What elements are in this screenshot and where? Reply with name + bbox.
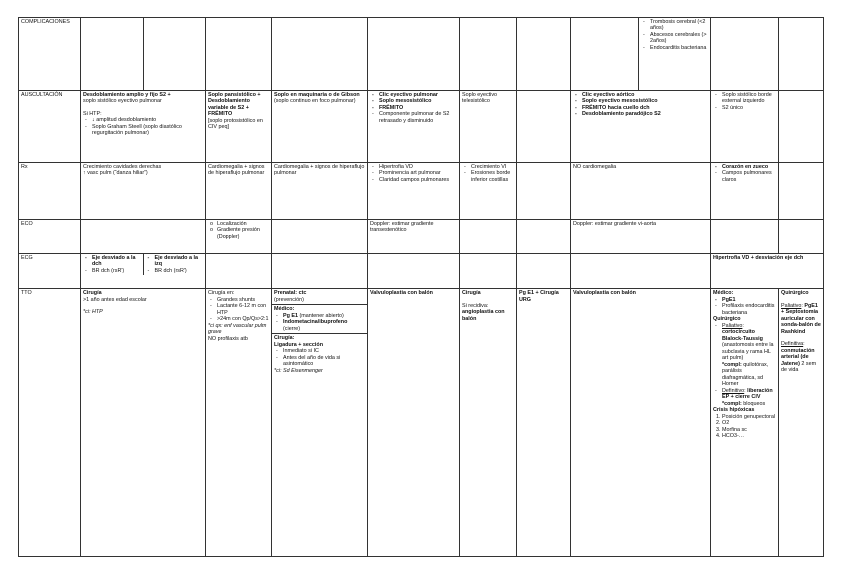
list-item: - >24m con Qp/Qs>2:1	[217, 316, 269, 322]
list-item: 3. Morfina sc	[722, 427, 776, 433]
tto-ductus: Prenatal: ctc (prevención) Médico: - Pg E1 (mantener abierto) - Indometacina/ibuprofeno (cierre) Cirugía: Ligadura + sección - Inmediato si IC - Antes del año de vida si asintomático *ci: Sd Eisenmenger	[272, 289, 368, 557]
eco-civ	[206, 220, 272, 254]
list-item: - Soplo Graham Steell (soplo diastólico regurgitación pulmonar)	[92, 124, 203, 137]
list-item: - Soplo sistólico borde esternal izquierdo	[722, 92, 776, 105]
list-item: - Clic eyectivo aórtico	[582, 92, 708, 98]
list-item: - PgE1	[722, 297, 776, 303]
rx-estenosis-pulmonar	[368, 163, 460, 220]
cardiopathy-table	[18, 17, 824, 557]
list-item: - Paliativo: cortocircuito Blalock-Taussig (anastomosis entre la subclavia y rama HL art pulm) *compl: quilotórax, parálisis diafragmática, sd Horner	[722, 323, 776, 388]
tto-civ: Cirugía en: - Grandes shunts - Lactante 6-12 m con HTP - >24m con Qp/Qs>2:1 *ci qx: enf vascular pulm grave NO profilaxis atb	[206, 289, 272, 557]
list-item: - Inmediato si IC	[283, 348, 365, 354]
list-item: - Abscesos cerebrales (> 2años)	[650, 32, 708, 45]
list-item: - BR dch (rsR')	[155, 268, 204, 274]
ecg-cia	[81, 254, 206, 289]
eco-estenosis-pulmonar: Doppler: estimar gradiente transestenótico	[368, 220, 460, 254]
row-label: Rx	[19, 163, 81, 220]
row-label: COMPLICACIONES	[19, 18, 81, 91]
auscultacion-coartacion: Soplo eyectivo telesistólico	[460, 91, 517, 163]
auscultacion-estenosis-aortica	[571, 91, 711, 163]
list-item: - Claridad campos pulmonares	[379, 177, 457, 183]
list-item: - BR dch (rsR')	[92, 268, 141, 274]
list-item: - ↓ amplitud desdoblamiento	[92, 117, 203, 123]
eco-estenosis-aortica: Doppler: estimar gradiente vi-aorta	[571, 220, 711, 254]
tto-cia: Cirugía >1 año antes edad escolar *ci: HTP	[81, 289, 206, 557]
tto-transposicion: Quirúrgico Paliativo: PgE1 + Septostomía auricular con sonda-balón de Rashkind Definitiva: conmutación arterial (de Jatene) 2 sem de vida	[779, 289, 824, 557]
list-item: - Profilaxis endocarditis bacteriana	[722, 303, 776, 316]
list-item: - Antes del año de vida si asintomático	[283, 355, 365, 368]
list-item: - Definitivo: liberación EP + cierre CIV *compl: bloqueos	[722, 388, 776, 407]
list-item: - S2 único	[722, 105, 776, 111]
row-auscultacion	[19, 91, 824, 163]
list-item: - Eje desviado a la dch	[92, 255, 141, 268]
rx-ductus: Cardiomegalia + signos de hiperaflujo pulmonar	[272, 163, 368, 220]
auscultacion-cia: Desdoblamiento amplio y fijo S2 + soplo sistólico eyectivo pulmonar Si HTP: - ↓ amplitud desdoblamiento - Soplo Graham Steell (soplo diastólico regurgitación pulmonar)	[81, 91, 206, 163]
list-item: - Grandes shunts	[217, 297, 269, 303]
rx-estenosis-aortica: NO cardiomegalia	[571, 163, 711, 220]
complicaciones-tetralogia	[639, 18, 711, 91]
tto-estenosis-pulmonar: Valvuloplastia con balón	[368, 289, 460, 557]
tto-estenosis-aortica: Valvuloplastia con balón	[571, 289, 711, 557]
list-item: - Desdoblamiento paradójico S2	[582, 111, 708, 117]
row-label: ECO	[19, 220, 81, 254]
list-item: o Localización	[217, 221, 269, 227]
list-item: 4. HCO3-…	[722, 433, 776, 439]
list-item: - Soplo mesosistólico	[379, 98, 457, 104]
tto-interrupcion: Pg E1 + Cirugía URG	[517, 289, 571, 557]
list-item: - Indometacina/ibuprofeno (cierre)	[283, 319, 365, 332]
list-item: - Campos pulmonares claros	[722, 170, 776, 183]
rx-cia: Crecimiento cavidades derechas ↑ vasc pulm (“danza hiliar”)	[81, 163, 206, 220]
row-label: TTO	[19, 289, 81, 557]
row-eco	[19, 220, 824, 254]
list-item: - Erosiones borde inferior costillas	[471, 170, 514, 183]
list-item: - Componente pulmonar de S2 retrasado y disminuido	[379, 111, 457, 124]
ecg-tetralogia: Hipertrofia VD + desviación eje dch	[711, 254, 824, 289]
list-item: - Corazón en zueco	[722, 164, 776, 170]
list-item: - Prominencia art pulmonar	[379, 170, 457, 176]
list-item: - Clic eyectivo pulmonar	[379, 92, 457, 98]
list-item: - Eje desviado a la izq	[155, 255, 204, 268]
auscultacion-civ: Soplo pansistólico + Desdoblamiento variable de S2 + FRÉMITO [soplo protosistólico en CIV peq]	[206, 91, 272, 163]
list-item: - Soplo eyectivo mesosistólico	[582, 98, 708, 104]
tto-coartacion: Cirugía Si recidiva: angioplastia con balón	[460, 289, 517, 557]
row-ecg	[19, 254, 824, 289]
list-item: o Gradiente presión (Doppler)	[217, 227, 269, 240]
list-item: - Crecimiento VI	[471, 164, 514, 170]
auscultacion-tetralogia	[711, 91, 779, 163]
list-item: 2. O2	[722, 420, 776, 426]
list-item: 1. Posición genupectoral	[722, 414, 776, 420]
list-item: - Pg E1 (mantener abierto)	[283, 313, 365, 319]
row-label: ECG	[19, 254, 81, 289]
list-item: - Lactante 6-12 m con HTP	[217, 303, 269, 316]
auscultacion-estenosis-pulmonar	[368, 91, 460, 163]
list-item: - Trombosis cerebral (<2 años)	[650, 19, 708, 32]
rx-civ: Cardiomegalia + signos de hiperaflujo pulmonar	[206, 163, 272, 220]
row-tto	[19, 289, 824, 557]
rx-tetralogia	[711, 163, 779, 220]
tto-tetralogia: Médico: - PgE1 - Profilaxis endocarditis bacteriana Quirúrgico - Paliativo: cortocircuito Blalock-Taussig (anastomosis entre la subclavia y rama HL art pulm) *compl: quilotórax, parálisis diafragmática, sd Horner - Definitivo: liberación EP + cierre CIV *compl: bloqueos Crisis hipóxicas 1. Posición genupectoral 2. O2 3. Morfina sc 4. HCO3-…	[711, 289, 779, 557]
row-label: AUSCULTACIÓN	[19, 91, 81, 163]
row-rx	[19, 163, 824, 220]
list-item: - Endocarditis bacteriana	[650, 45, 708, 51]
row-complicaciones	[19, 18, 824, 91]
rx-coartacion	[460, 163, 517, 220]
list-item: - FRÉMITO	[379, 105, 457, 111]
auscultacion-ductus: Soplo en maquinaria o de Gibson (soplo continuo en foco pulmonar)	[272, 91, 368, 163]
list-item: - FRÉMITO hacia cuello dch	[582, 105, 708, 111]
list-item: - Hipertrofia VD	[379, 164, 457, 170]
